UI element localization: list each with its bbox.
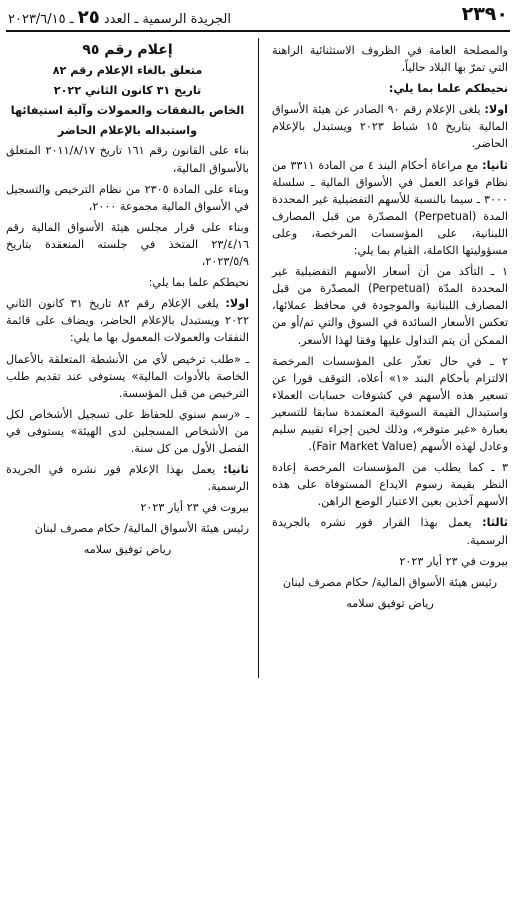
recital-board-decision: وبناء على قرار مجلس هيئة الأسواق المالية رقم ٢٣/٤/١٦ المتخذ في جلسته المنعقدة بتاريخ ٢٠٢٣/٥/٩، [6, 220, 249, 269]
sub-item-1: ١ ـ التأكد من أن أسعار الأسهم التفضيلية غير المحددة المدّة (Perpetual) المصدّرة من قبل المصارف اللبنانية والموجودة في محافظ عملائها، تعكس الأسعار السائدة في السوق والتي تم/أو من الممكن أن يتم التداول عليها وفقا لهذا الأسعر. [272, 265, 508, 347]
article-label: اولا: [225, 297, 250, 311]
decides-heading: نحيطكم علما بما يلي: [388, 82, 508, 96]
recital-law: بناء على القانون رقم ١٦١ تاريخ ٢٠١١/٨/١٧ المتعلق بالأسواق المالية، [6, 144, 249, 175]
article-label: اولا: [484, 103, 508, 117]
article-text: يلغى الإعلام رقم ٩٠ الصادر عن هيئة الأسواق المالية بتاريخ ١٥ شباط ٢٠٢٣ ويستبدل بالإعلام الحاضر. [272, 103, 508, 151]
article-label: ثالثا: [482, 516, 508, 530]
notice-replacement-line: واستبداله بالإعلام الحاضر [57, 124, 198, 138]
signatory-title: رئيس هيئة الأسواق المالية/ حكام مصرف لبنان [282, 575, 498, 589]
place-date: بيروت في ٢٣ أيار ٢٠٢٣ [399, 554, 508, 568]
signatory-name: رياض توفيق سلامه [83, 543, 172, 557]
place-date: بيروت في ٢٣ أيار ٢٠٢٣ [140, 501, 249, 515]
issue-date: ـ ٢٠٢٣/٦/١٥ [8, 12, 74, 27]
article-first [272, 101, 508, 152]
column-divider [258, 38, 259, 678]
recital-article: وبناء على المادة ٢٣٠٥ من نظام الترخيص والتسجيل في الأسواق المالية مجموعة ٢٠٠٠، [6, 182, 250, 213]
left-column [6, 42, 249, 563]
article-second [6, 461, 249, 495]
notice-subtitle: متعلق بالغاء الإعلام رقم ٨٢ [52, 64, 203, 78]
article-third [272, 514, 508, 548]
article-second [272, 157, 508, 260]
issue-number: ٢٥ [77, 7, 100, 28]
running-title [8, 7, 231, 28]
notice-title: إعلام رقم ٩٥ [82, 42, 173, 58]
page-header [6, 2, 510, 32]
sub-item-3: ٣ ـ كما يطلب من المؤسسات المرخصة إعادة النظر بقيمة رسوم الايداع المستوفاة على هذه الأسهم آخذين بعين الاعتبار الوضع الراهن. [272, 461, 508, 509]
article-first [6, 295, 249, 346]
decides-heading: نحيطكم علما بما يلي: [148, 276, 249, 290]
sub-item-2: ٢ ـ في حال تعذّر على المؤسسات المرخصة الالتزام بأحكام البند «١» أعلاه، التوقف فورا عن تسعير هذه الأسهم في كشوفات حسابات العملاء واستبدال القيمة السوقية المعتمدة سابقا للتسعير بعبارة «غير متوفر»، وذلك لحين إجراء تقييم سليم وعادل لهذه الأسهم (Fair Market Value). [272, 354, 508, 454]
article-text: يعمل بهذا الإعلام فور نشره في الجريدة الرسمية. [6, 463, 249, 494]
fee-item-2: ـ «رسم سنوي للحفاظ على تسجيل الأشخاص لكل من الأشخاص المسجلين لدى الهيئة» يستوفى في الفصل الأول من كل سنة. [6, 407, 249, 455]
article-text: مع مراعاة أحكام البند ٤ من المادة ٣٣١١ من نظام قواعد العمل في الأسواق المالية ـ سلسلة ٣٠٠٠ ـ سيما بالنسبة للأسهم التفضيلية غير المحددة المدة (Perpetual) المصدّرة من قبل المصارف اللبنانية، على المؤسسات المرخصة، وعلى مسؤوليتها الكاملة، القيام بما يلي: [272, 158, 508, 258]
article-label: ثانيا: [223, 463, 249, 477]
continued-paragraph: والمصلحة العامة في الظروف الاستثنائية الراهنة التي تمرّ بها البلاد حالياً، [272, 44, 508, 75]
article-text: يلغى الإعلام رقم ٨٢ تاريخ ٣١ كانون الثاني ٢٠٢٢ ويستبدل بالإعلام الحاضر، ويضاف على قائمة النفقات والعمولات المعمول بها ما يلي: [6, 297, 249, 345]
signatory-name: رياض توفيق سلامه [346, 596, 434, 610]
notice-subject-line: الخاص بالنفقات والعمولات وآلية استيفائها [10, 104, 245, 118]
notice-date-line: تاريخ ٣١ كانون الثاني ٢٠٢٢ [53, 84, 202, 98]
page-number: ٢٣٩٠ [461, 3, 508, 25]
right-column [272, 42, 508, 616]
article-text: يعمل بهذا القرار فور نشره بالجريدة الرسمية. [272, 516, 508, 547]
signatory-title: رئيس هيئة الأسواق المالية/ حكام مصرف لبنان [34, 522, 249, 536]
article-label: ثانيا: [482, 158, 508, 172]
fee-item-1: ـ «طلب ترخيص لأي من الأنشطة المتعلقة بالأعمال الخاصة بالأدوات المالية» يستوفى عند تقديم طلب الترخيص من قبل المؤسسة. [6, 352, 249, 400]
publication-name: الجريدة الرسمية ـ العدد [103, 12, 231, 27]
